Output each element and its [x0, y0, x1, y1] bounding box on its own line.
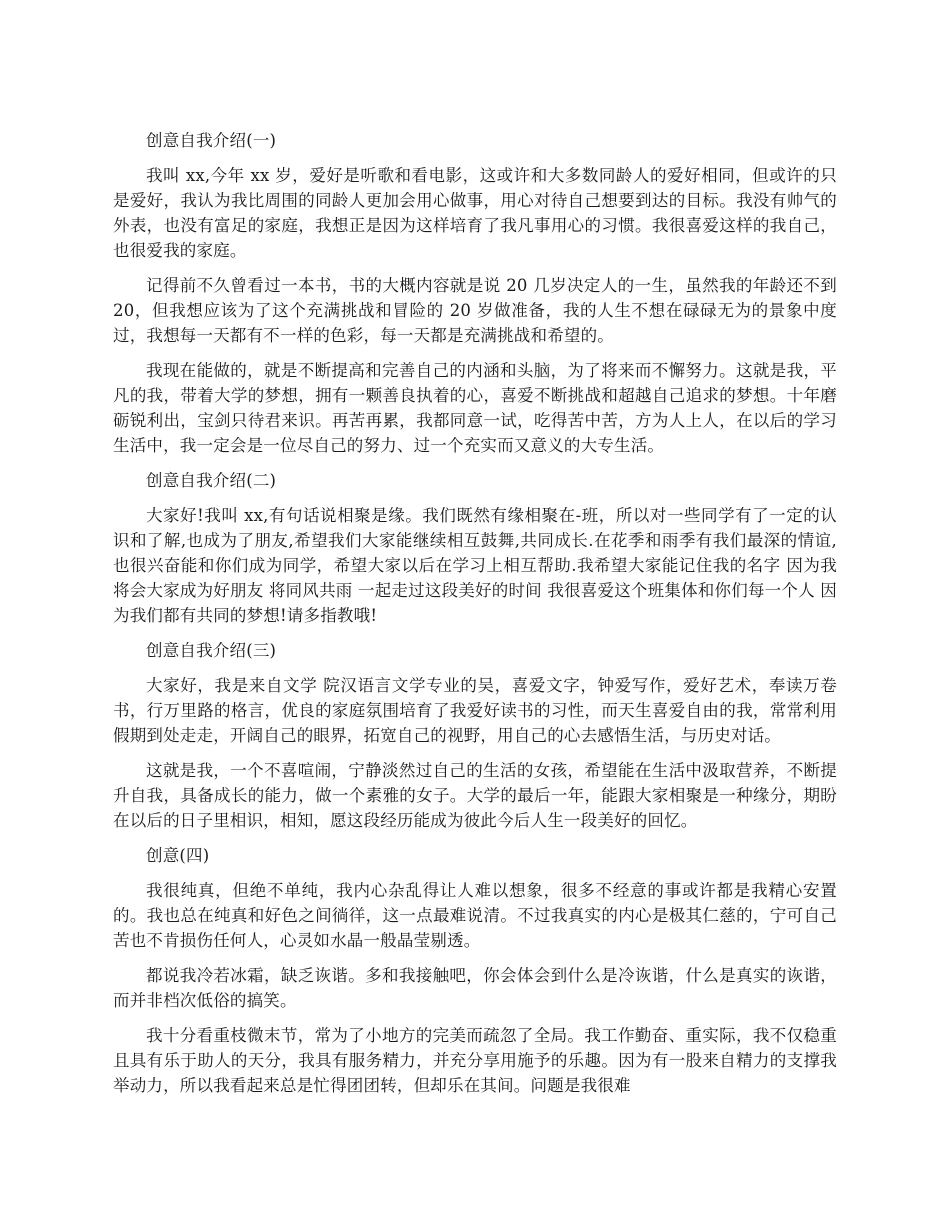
- paragraph: 大家好!我叫 xx,有句话说相聚是缘。我们既然有缘相聚在-班，所以对一些同学有了一定的认识和了解,也成为了朋友,希望我们大家能继续相互鼓舞,共同成长.在花季和雨季有我们最深的情谊,也很兴奋能和你们成为同学，希望大家以后在学习上相互帮助.我希望大家能记住我的名字 因为我将会大家成为好朋友 将同风共雨 一起走过这段美好的时间 我很喜爱这个班集体和你们每一个人 因为我们都有共同的梦想!请多指教哦!: [113, 506, 837, 625]
- section-heading: 创意(四): [146, 846, 210, 865]
- paragraph: 我很纯真，但绝不单纯，我内心杂乱得让人难以想象，很多不经意的事或许都是我精心安置的。我也总在纯真和好色之间徜徉，这一点最难说清。不过我真实的内心是极其仁慈的，宁可自己苦也不肯损伤任何人，心灵如水晶一般晶莹剔透。: [113, 881, 837, 950]
- paragraph: 大家好，我是来自文学 院汉语言文学专业的吴，喜爱文字，钟爱写作，爱好艺术，奉读万卷书，行万里路的格言，优良的家庭氛围培育了我爱好读书的习性，而天生喜爱自由的我，常常利用假期到处走走，开阔自己的眼界，拓宽自己的视野，用自己的心去感悟生活，与历史对话。: [113, 676, 837, 745]
- section-2: [113, 468, 837, 628]
- section-heading: 创意自我介绍(一): [146, 131, 277, 150]
- section-1: [113, 128, 837, 458]
- paragraph: 这就是我，一个不喜喧闹，宁静淡然过自己的生活的女孩，希望能在生活中汲取营养，不断提升自我，具备成长的能力，做一个素雅的女子。大学的最后一年，能跟大家相聚是一种缘分，期盼在以后的日子里相识，相知，愿这段经历能成为彼此今后人生一段美好的回忆。: [113, 761, 837, 830]
- paragraph: 都说我冷若冰霜，缺乏诙谐。多和我接触吧，你会体会到什么是冷诙谐，什么是真实的诙谐，而并非档次低俗的搞笑。: [113, 966, 837, 1010]
- section-4: [113, 843, 837, 1098]
- paragraph: 我现在能做的，就是不断提高和完善自己的内涵和头脑，为了将来而不懈努力。这就是我，平凡的我，带着大学的梦想，拥有一颗善良执着的心，喜爱不断挑战和超越自己追求的梦想。十年磨砺锐利出，宝剑只待君来识。再苦再累，我都同意一试，吃得苦中苦，方为人上人，在以后的学习生活中，我一定会是一位尽自己的努力、过一个充实而又意义的大专生活。: [113, 361, 837, 455]
- section-3: [113, 638, 837, 833]
- section-heading: 创意自我介绍(三): [146, 641, 277, 660]
- paragraph: 记得前不久曾看过一本书，书的大概内容就是说 20 几岁决定人的一生，虽然我的年龄还不到 20，但我想应该为了这个充满挑战和冒险的 20 岁做准备，我的人生不想在碌碌无为的景象中度过，我想每一天都有不一样的色彩，每一天都是充满挑战和希望的。: [113, 276, 837, 345]
- section-heading: 创意自我介绍(二): [146, 471, 277, 490]
- paragraph: 我叫 xx,今年 xx 岁，爱好是听歌和看电影，这或许和大多数同龄人的爱好相同，但或许的只是爱好，我认为我比周围的同龄人更加会用心做事，用心对待自己想要到达的目标。我没有帅气的外表，也没有富足的家庭，我想正是因为这样培育了我凡事用心的习惯。我很喜爱这样的我自己，也很爱我的家庭。: [113, 166, 837, 260]
- paragraph: 我十分看重枝微末节，常为了小地方的完美而疏忽了全局。我工作勤奋、重实际，我不仅稳重且具有乐于助人的天分，我具有服务精力，并充分享用施予的乐趣。因为有一股来自精力的支撑我举动力，所以我看起来总是忙得团团转，但却乐在其间。问题是我很难: [113, 1026, 837, 1095]
- document-body: [113, 128, 837, 1108]
